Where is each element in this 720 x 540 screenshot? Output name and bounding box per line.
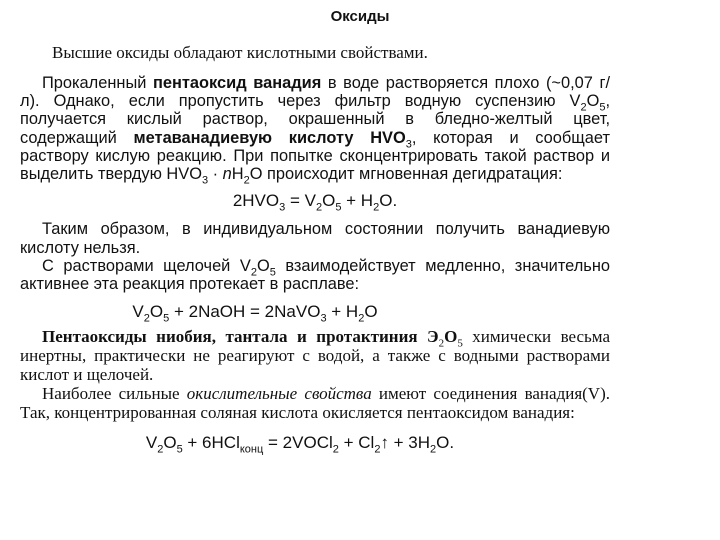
p1-text: H: [231, 165, 244, 184]
p2-text: O: [256, 256, 270, 275]
subscript: 5: [269, 266, 276, 279]
variable-n: n: [222, 165, 232, 184]
subscript: 2: [374, 443, 381, 456]
subscript: 2: [373, 201, 380, 214]
paragraph-alkali: [20, 257, 610, 293]
eq-part: + H: [326, 302, 359, 322]
eq-part: = 2VOCl: [263, 433, 333, 453]
subscript: 3: [201, 174, 209, 187]
term-pentoxides: O: [444, 327, 458, 347]
p3-text: химически весьма инертны, практически не реагируют с водой, а также с водными растворами кислот и щелочей.: [20, 327, 610, 385]
p1-text: в воде растворяется плохо (~0,07 г/л). Однако, если пропустить через фильтр водную суспензию V: [20, 74, 611, 111]
p1-text: , получается кислый раствор, окрашенный в бледно-желтый цвет, содержащий: [20, 92, 610, 147]
p3-text: Наиболее сильные: [42, 384, 187, 404]
subscript: 5: [163, 312, 170, 325]
term-oxidizing-properties: окислительные свойства: [186, 384, 372, 404]
eq-part: O: [322, 191, 336, 211]
subscript: 2: [438, 337, 445, 350]
section-niobium: [20, 327, 610, 422]
scanned-text: [20, 74, 611, 456]
eq-part: ↑ + 3H: [380, 433, 431, 453]
subscript: 2: [332, 443, 339, 456]
page-title: Оксиды: [330, 8, 390, 25]
p1-text: O происходит мгновенная дегидратация:: [249, 165, 563, 184]
eq-part: O: [364, 302, 378, 322]
p1-text: , которая и сообщает раствору кислую реакцию. При попытке сконцентрировать такой раствор и выделить твердую HVO: [20, 128, 610, 184]
paragraph-oxidizing: [20, 384, 610, 422]
subscript: 5: [335, 201, 342, 214]
subscript: 3: [320, 312, 327, 325]
subtitle: Высшие оксиды обладают кислотными свойствами.: [52, 43, 428, 62]
eq-part: O: [163, 433, 177, 453]
eq-part: V: [132, 302, 144, 322]
subscript: 2: [143, 312, 150, 325]
equation-naoh: [20, 302, 610, 325]
subscript: 2: [243, 174, 250, 187]
equation-dehydration: [20, 191, 610, 214]
p2-text: взаимодействует медленно, значительно активнее эта реакция протекает в расплаве:: [20, 256, 610, 294]
paragraph-pentoxides: [20, 327, 610, 384]
subscript: 2: [315, 201, 323, 214]
subscript: конц: [239, 443, 264, 456]
equation-hcl: [20, 433, 610, 456]
paragraph-vanadium-pentoxide: [20, 74, 611, 187]
subscript: 5: [599, 101, 606, 114]
term-vanadium-pentoxide: пентаоксид ванадия: [152, 74, 322, 92]
eq-part: V: [145, 433, 158, 453]
eq-part: + Cl: [338, 433, 375, 453]
eq-part: 2HVO: [232, 191, 280, 211]
eq-part: + 2NaOH = 2NaVO: [169, 302, 321, 322]
eq-part: O: [149, 302, 164, 322]
p2-text: С растворами щелочей V: [42, 256, 251, 275]
subscript: 2: [430, 443, 437, 456]
eq-part: = V: [285, 191, 316, 211]
eq-part: + 6HCl: [182, 433, 240, 453]
term-pentoxides: Пентаоксиды ниобия, тантала и протактиния Э: [42, 327, 439, 347]
subscript: 2: [580, 101, 587, 114]
subscript: 2: [358, 312, 365, 325]
eq-part: + H: [341, 191, 374, 211]
term-metavanadic-acid: метаванадиевую кислоту HVO: [133, 128, 406, 147]
paragraph-conclusion: Таким образом, в индивидуальном состоянии получить ванадиевую кислоту нельзя.: [20, 220, 610, 257]
subscript: 2: [157, 443, 164, 456]
eq-part: O.: [436, 433, 455, 453]
p1-text: O: [586, 92, 600, 111]
subscript: 3: [279, 201, 286, 214]
subscript: 2: [250, 266, 257, 279]
p1-text: ·: [208, 165, 223, 184]
subscript: 5: [457, 337, 463, 350]
p3-text: имеют соединения ванадия(V). Так, концентрированная соляная кислота окисляется пентаоксидом ванадия:: [20, 384, 610, 423]
subscript: 5: [176, 443, 183, 456]
p1-text: Прокаленный: [42, 74, 153, 92]
subscript: 3: [405, 137, 412, 150]
eq-part: O.: [379, 191, 398, 211]
